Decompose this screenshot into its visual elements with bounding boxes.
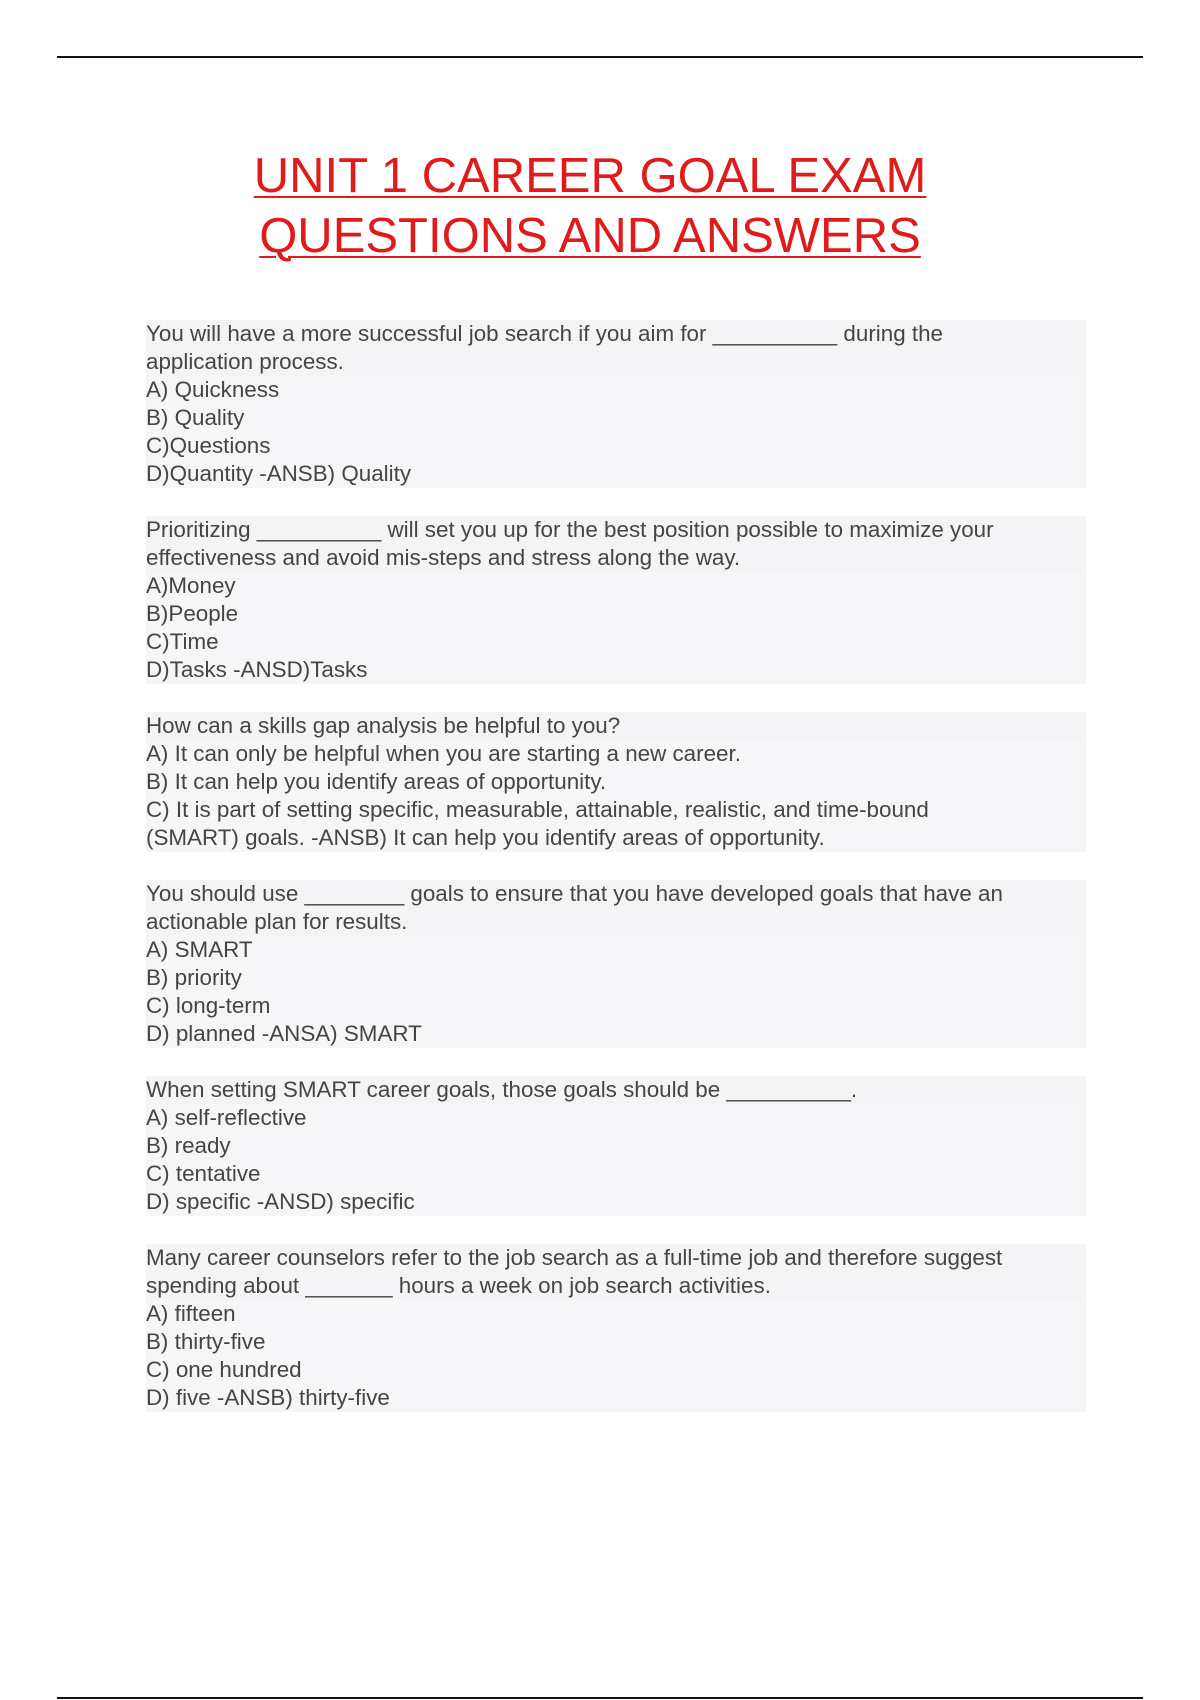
answer-option: C) It is part of setting specific, measurable, attainable, realistic, and time-bound bbox=[146, 796, 1086, 824]
answer-option: C)Questions bbox=[146, 432, 1086, 460]
question-block-5 bbox=[146, 1076, 1086, 1216]
answer-option: B)People bbox=[146, 600, 1086, 628]
question-text: spending about _______ hours a week on job search activities. bbox=[146, 1272, 1086, 1300]
answer-option: A) SMART bbox=[146, 936, 1086, 964]
answer-option: A) Quickness bbox=[146, 376, 1086, 404]
answer-option-with-key: D)Quantity -ANSB) Quality bbox=[146, 460, 1086, 488]
answer-option-with-key: D)Tasks -ANSD)Tasks bbox=[146, 656, 1086, 684]
question-list bbox=[146, 320, 1086, 1440]
question-block-4 bbox=[146, 880, 1086, 1048]
answer-option: B) thirty-five bbox=[146, 1328, 1086, 1356]
answer-option: A) fifteen bbox=[146, 1300, 1086, 1328]
answer-option: B) It can help you identify areas of opportunity. bbox=[146, 768, 1086, 796]
answer-option-with-key: (SMART) goals. -ANSB) It can help you identify areas of opportunity. bbox=[146, 824, 1086, 852]
title-line-2: QUESTIONS AND ANSWERS bbox=[259, 209, 921, 263]
question-block-6 bbox=[146, 1244, 1086, 1412]
answer-option: C) long-term bbox=[146, 992, 1086, 1020]
question-text: You will have a more successful job search if you aim for __________ during the bbox=[146, 320, 1086, 348]
bottom-rule bbox=[57, 1697, 1143, 1699]
page-title bbox=[140, 146, 1040, 266]
question-text: Many career counselors refer to the job search as a full-time job and therefore suggest bbox=[146, 1244, 1086, 1272]
title-line-1: UNIT 1 CAREER GOAL EXAM bbox=[253, 149, 927, 203]
answer-option-with-key: D) planned -ANSA) SMART bbox=[146, 1020, 1086, 1048]
answer-option: C) one hundred bbox=[146, 1356, 1086, 1384]
question-text: How can a skills gap analysis be helpful to you? bbox=[146, 712, 1086, 740]
answer-option: B) priority bbox=[146, 964, 1086, 992]
question-text: When setting SMART career goals, those goals should be __________. bbox=[146, 1076, 1086, 1104]
answer-option: A)Money bbox=[146, 572, 1086, 600]
answer-option: C) tentative bbox=[146, 1160, 1086, 1188]
top-rule bbox=[57, 56, 1143, 58]
question-text: You should use ________ goals to ensure that you have developed goals that have an bbox=[146, 880, 1086, 908]
answer-option-with-key: D) specific -ANSD) specific bbox=[146, 1188, 1086, 1216]
answer-option: B) ready bbox=[146, 1132, 1086, 1160]
answer-option: A) It can only be helpful when you are starting a new career. bbox=[146, 740, 1086, 768]
answer-option: C)Time bbox=[146, 628, 1086, 656]
question-text: Prioritizing __________ will set you up for the best position possible to maximize your bbox=[146, 516, 1086, 544]
question-text: application process. bbox=[146, 348, 1086, 376]
question-block-1 bbox=[146, 320, 1086, 488]
answer-option: A) self-reflective bbox=[146, 1104, 1086, 1132]
answer-option: B) Quality bbox=[146, 404, 1086, 432]
question-block-2 bbox=[146, 516, 1086, 684]
answer-option-with-key: D) five -ANSB) thirty-five bbox=[146, 1384, 1086, 1412]
question-block-3 bbox=[146, 712, 1086, 852]
question-text: effectiveness and avoid mis-steps and stress along the way. bbox=[146, 544, 1086, 572]
question-text: actionable plan for results. bbox=[146, 908, 1086, 936]
